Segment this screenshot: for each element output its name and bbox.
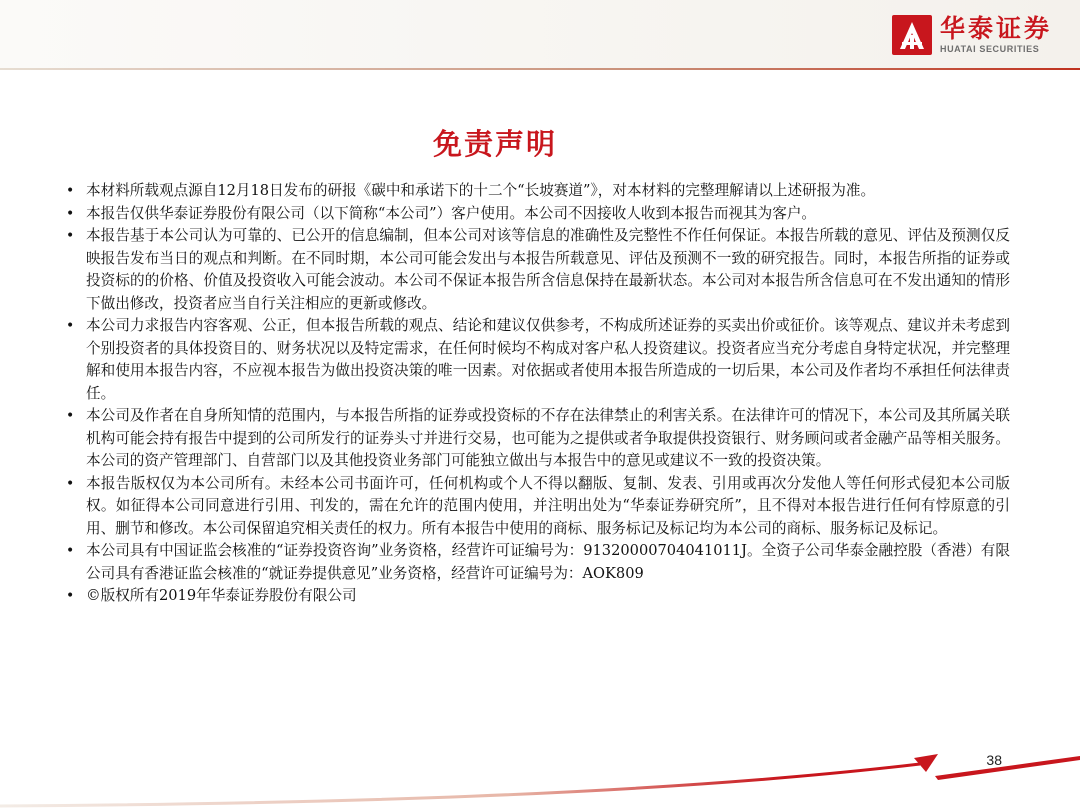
footer-arrow-decoration <box>0 740 1080 810</box>
bullet: • <box>66 183 75 199</box>
logo-chinese-name: 华泰证券 <box>939 14 1052 43</box>
logo-english-name: HUATAI SECURITIES <box>939 44 1040 54</box>
list-item-text: 本报告仅供华泰证券股份有限公司（以下简称“本公司”）客户使用。本公司不因接收人收到本报告而视其为客户。 <box>86 204 817 222</box>
list-item <box>62 473 1010 541</box>
list-item <box>62 585 1010 608</box>
bullet: • <box>66 205 75 222</box>
list-item-text: ©版权所有2019年华泰证券股份有限公司 <box>86 587 357 604</box>
list-item-text: 本材料所载观点源自12月18日发布的研报《碳中和承诺下的十二个“长坡赛道”》，对本材料的完整理解请以上述研报为准。 <box>86 182 876 199</box>
list-item-text: 本公司具有中国证监会核准的“证券投资咨询”业务资格，经营许可证编号为：91320000704041011J。全资子公司华泰金融控股（香港）有限公司具有香港证监会核准的“就证券提供意见”业务资格，经营许可证编号为：AOK809 <box>86 542 1010 582</box>
list-item <box>62 540 1010 585</box>
list-item-text: 本报告基于本公司认为可靠的、已公开的信息编制，但本公司对该等信息的准确性及完整性不作任何保证。本报告所载的意见、评估及预测仅反映报告发布当日的观点和判断。在不同时期，本公司可能会发出与本报告所载意见、评估及预测不一致的研究报告。同时，本报告所指的证券或投资标的的价格、价值及投资收入可能会波动。本公司不保证本报告所含信息保持在最新状态。本公司对本报告所含信息可在不发出通知的情形下做出修改，投资者应当自行关注相应的更新或修改。 <box>86 227 1010 312</box>
bullet: • <box>66 588 75 604</box>
bullet: • <box>66 228 75 244</box>
list-item <box>62 180 1010 203</box>
bullet: • <box>66 543 75 559</box>
header-divider <box>0 68 1080 70</box>
bullet: • <box>66 475 75 492</box>
huatai-logo-icon <box>892 15 932 55</box>
list-item-text: 本公司力求报告内容客观、公正，但本报告所载的观点、结论和建议仅供参考，不构成所述证券的买卖出价或征价。该等观点、建议并未考虑到个别投资者的具体投资目的、财务状况以及特定需求，在任何时候均不构成对客户私人投资建议。投资者应当充分考虑自身特定状况，并完整理解和使用本报告内容，不应视本报告为做出投资决策的唯一因素。对依据或者使用本报告所造成的一切后果，本公司及作者均不承担任何法律责任。 <box>86 317 1010 402</box>
list-item-text: 本报告版权仅为本公司所有。未经本公司书面许可，任何机构或个人不得以翻版、复制、发表、引用或再次分发他人等任何形式侵犯本公司版权。如征得本公司同意进行引用、刊发的，需在允许的范围内使用，并注明出处为“华泰证券研究所”，且不得对本报告进行任何有悖原意的引用、删节和修改。本公司保留追究相关责任的权力。所有本报告中使用的商标、服务标记及标记均为本公司的商标、服务标记及标记。 <box>86 474 1010 537</box>
list-item <box>62 405 1010 473</box>
page-number: 38 <box>986 752 1002 768</box>
list-item <box>62 315 1010 405</box>
company-logo <box>892 12 1052 58</box>
list-item <box>62 225 1010 315</box>
disclaimer-list <box>62 180 1010 608</box>
page-title: 免责声明 <box>432 127 557 161</box>
bullet: • <box>66 408 75 424</box>
list-item-text: 本公司及作者在自身所知情的范围内，与本报告所指的证券或投资标的不存在法律禁止的利害关系。在法律许可的情况下，本公司及其所属关联机构可能会持有报告中提到的公司所发行的证券头寸并进行交易，也可能为之提供或者争取提供投资银行、财务顾问或者金融产品等相关服务。本公司的资产管理部门、自营部门以及其他投资业务部门可能独立做出与本报告中的意见或建议不一致的投资决策。 <box>86 407 1010 469</box>
bullet: • <box>66 318 75 334</box>
list-item <box>62 203 1010 226</box>
